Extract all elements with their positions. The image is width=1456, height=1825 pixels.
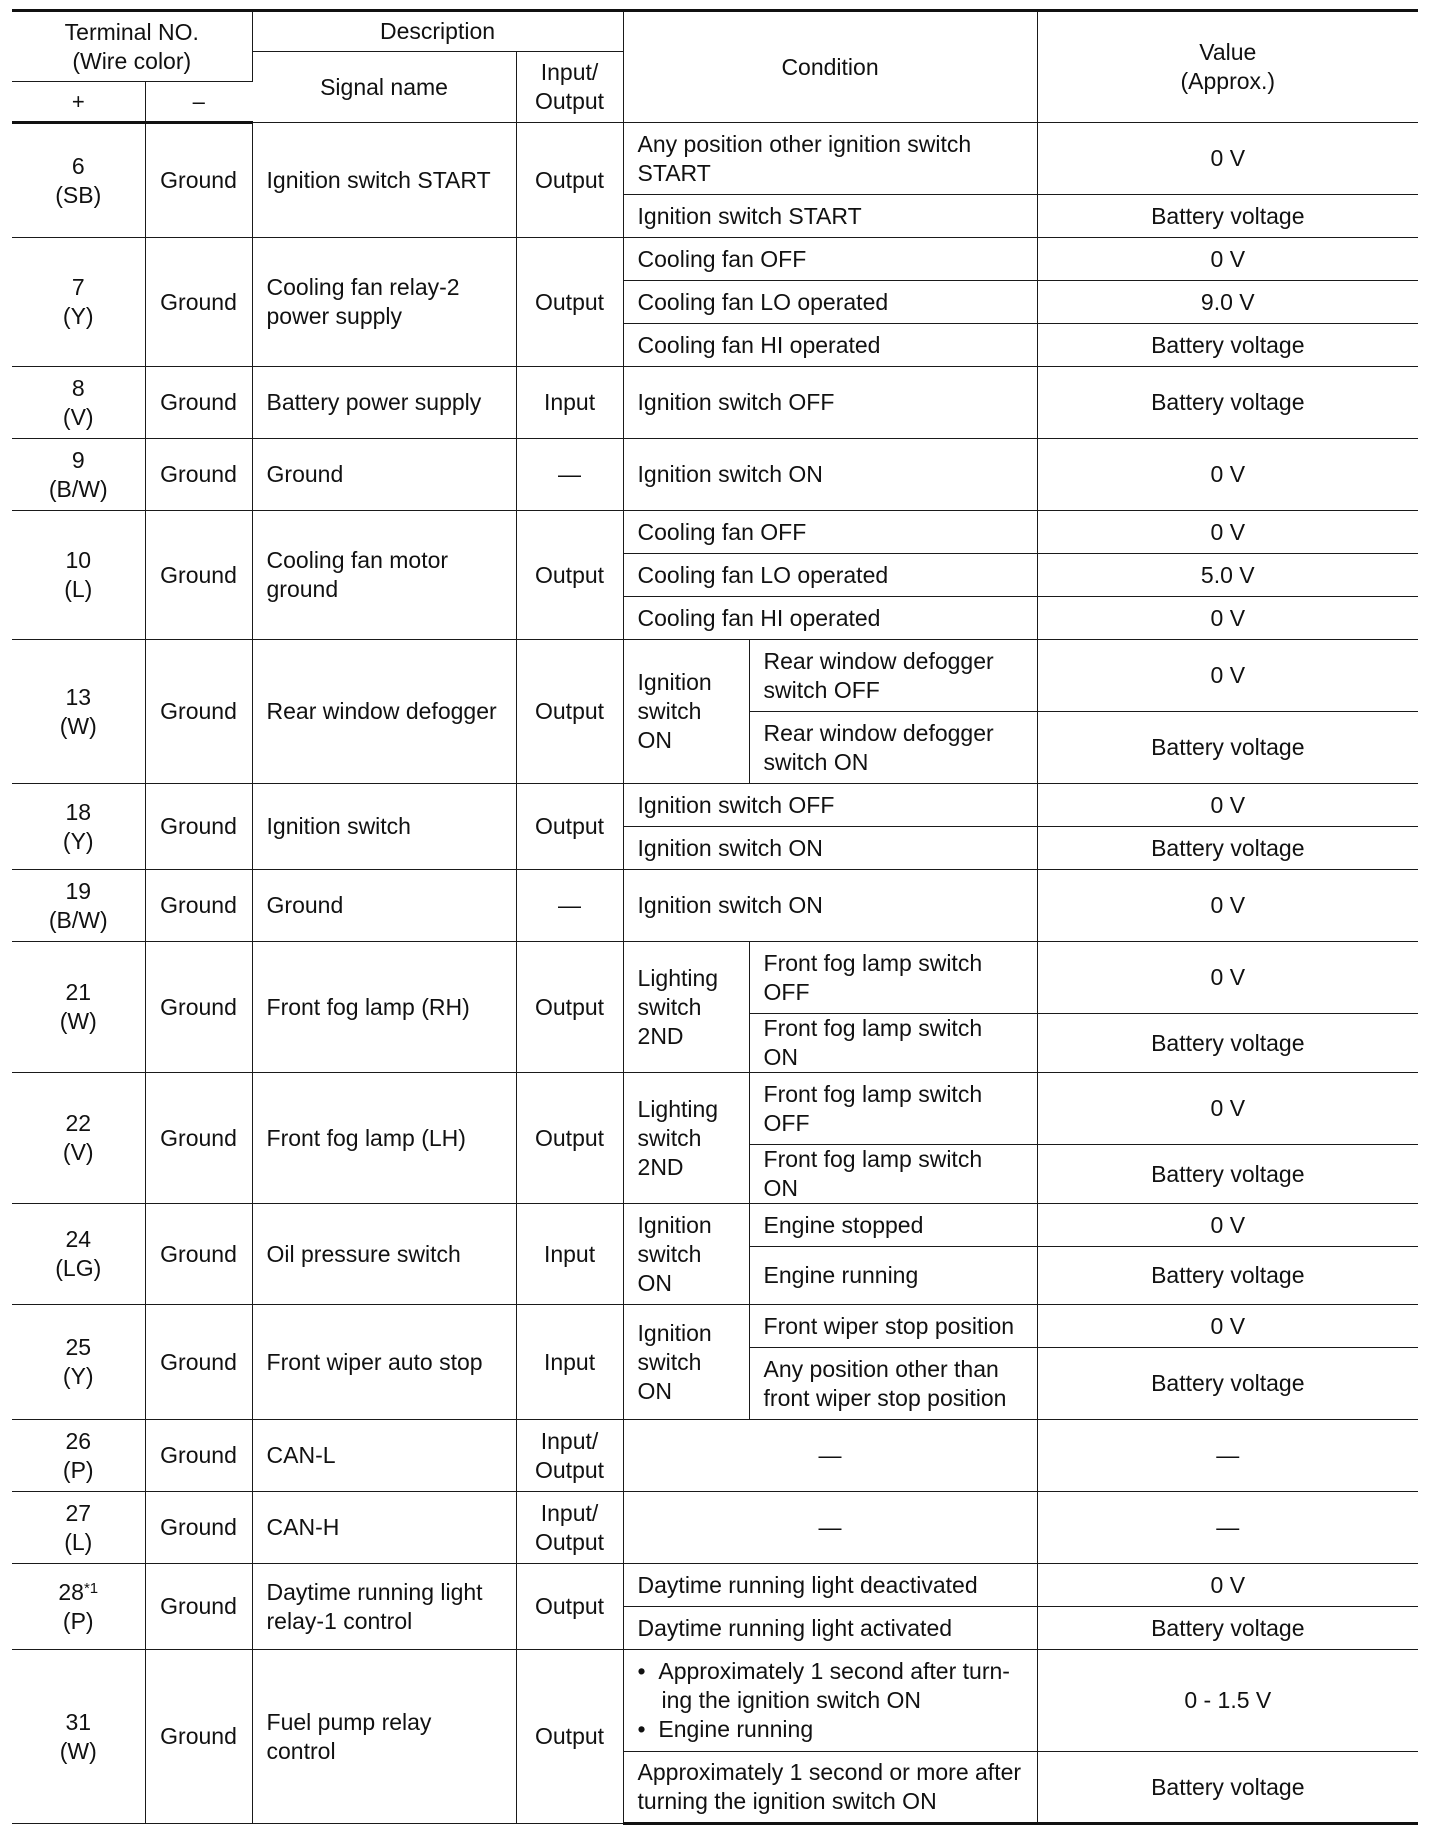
signal-name-cell [252, 1204, 516, 1305]
bullet-text: Approximately 1 second after turn- [658, 1658, 1010, 1684]
condition-line: turning the ignition switch ON [637, 1788, 937, 1814]
terminal-number: 31 [65, 1708, 92, 1735]
condition-cell: Cooling fan LO operated [623, 281, 1037, 324]
value-header-line1: Value [1199, 39, 1257, 65]
io-header-line1: Input/ [540, 59, 599, 85]
signal-name-cell [252, 1650, 516, 1824]
bullet-icon: • [637, 1716, 646, 1742]
footnote-marker: *1 [83, 1579, 99, 1597]
signal-name-cell [252, 942, 516, 1073]
terminal-number: 9 [71, 446, 85, 473]
table-row [12, 870, 1418, 942]
table-row [12, 1650, 1418, 1752]
condition-cell: Cooling fan HI operated [623, 324, 1037, 367]
condition-group-line: switch [637, 1348, 702, 1375]
condition-group-cell [623, 640, 749, 784]
signal-name-line: Rear window defogger [266, 698, 497, 724]
condition-cell: Ignition switch OFF [623, 367, 1037, 439]
terminal-cell [12, 238, 145, 367]
condition-group-line: ON [637, 1377, 673, 1404]
condition-group-line: switch [637, 1124, 702, 1151]
table-row [12, 942, 1418, 1014]
value-cell: Battery voltage [1037, 367, 1418, 439]
sub-condition-line: Any position other than [763, 1355, 999, 1382]
value-cell: 0 V [1037, 942, 1418, 1014]
bullet-text: Engine running [658, 1716, 814, 1742]
wire-color: (L) [64, 1528, 93, 1555]
wire-color: (B/W) [48, 906, 108, 933]
signal-name-line: Front fog lamp (LH) [266, 1124, 466, 1151]
condition-group-cell [623, 1305, 749, 1420]
terminal-no-header-line1: Terminal NO. [64, 18, 199, 45]
condition-cell: Daytime running light activated [623, 1607, 1037, 1650]
value-cell: 0 V [1037, 1564, 1418, 1607]
terminal-cell [12, 870, 145, 942]
condition-group-line: Ignition [637, 1319, 712, 1346]
sub-condition-cell: Engine stopped [749, 1204, 1037, 1247]
ground-cell: Ground [145, 511, 252, 640]
terminal-no-header [12, 11, 252, 82]
terminal-cell [12, 1073, 145, 1204]
value-cell: 0 V [1037, 597, 1418, 640]
signal-name-line: Front fog lamp (RH) [266, 993, 470, 1020]
ground-cell: Ground [145, 942, 252, 1073]
terminal-no-header-line2: (Wire color) [72, 47, 192, 74]
condition-group-line: switch [637, 993, 702, 1020]
table-row [12, 123, 1418, 195]
terminal-number: 8 [71, 374, 85, 401]
table-row [12, 439, 1418, 511]
io-cell: Input [516, 1305, 623, 1420]
terminal-number-line [26, 1578, 131, 1607]
table-row [12, 784, 1418, 827]
ground-cell: Ground [145, 123, 252, 238]
io-cell: Output [516, 640, 623, 784]
condition-cell [623, 1650, 1037, 1752]
io-line: Input/ [540, 1499, 599, 1526]
condition-line: Any position other ignition switch [637, 130, 972, 157]
io-cell: Output [516, 1650, 623, 1824]
table-row [12, 640, 1418, 712]
value-cell: Battery voltage [1037, 712, 1418, 784]
value-cell: 0 V [1037, 439, 1418, 511]
condition-cell [623, 1752, 1037, 1824]
wire-color: (W) [59, 1737, 97, 1764]
sub-condition-cell [749, 942, 1037, 1014]
signal-name-line: CAN-L [266, 1442, 336, 1468]
signal-name-line: Daytime running light [266, 1578, 483, 1605]
wire-color: (P) [62, 1607, 94, 1634]
value-cell: 0 V [1037, 238, 1418, 281]
io-header-line2: Output [535, 88, 605, 114]
io-cell: Output [516, 1564, 623, 1650]
terminal-cell [12, 1204, 145, 1305]
condition-cell: Cooling fan OFF [623, 238, 1037, 281]
terminal-number: 26 [65, 1427, 92, 1454]
io-cell: Output [516, 511, 623, 640]
terminal-cell [12, 367, 145, 439]
sub-condition-line: OFF [763, 978, 810, 1005]
signal-name-line: Fuel pump relay control [266, 1708, 432, 1764]
ground-cell: Ground [145, 1420, 252, 1492]
ground-cell: Ground [145, 784, 252, 870]
terminal-number: 13 [65, 683, 92, 710]
condition-group-line: ON [637, 727, 673, 753]
terminal-cell [12, 942, 145, 1073]
ground-cell: Ground [145, 1204, 252, 1305]
wire-color: (Y) [62, 827, 94, 854]
io-line: Input/ [540, 1427, 599, 1454]
table-row [12, 1073, 1418, 1145]
wire-color: (SB) [55, 181, 102, 208]
sub-condition-line: Rear window defogger [763, 647, 994, 674]
terminal-number: 22 [65, 1110, 92, 1136]
terminal-cell [12, 1564, 145, 1650]
signal-name-line: CAN-H [266, 1514, 340, 1540]
terminal-number: 25 [65, 1334, 92, 1360]
ground-cell: Ground [145, 439, 252, 511]
bullet-icon: • [637, 1658, 646, 1684]
table-row [12, 1492, 1418, 1564]
minus-header: – [145, 82, 252, 123]
condition-group-line: Ignition [637, 669, 712, 695]
sub-condition-cell [749, 712, 1037, 784]
table-row [12, 238, 1418, 281]
ground-cell: Ground [145, 1073, 252, 1204]
wire-color: (W) [59, 1008, 97, 1034]
value-cell: 9.0 V [1037, 281, 1418, 324]
terminal-table [12, 9, 1418, 1825]
signal-name-cell [252, 1492, 516, 1564]
sub-condition-line: Front fog lamp switch [763, 1080, 983, 1107]
table-row [12, 1564, 1418, 1607]
value-cell: — [1037, 1492, 1418, 1564]
io-header [516, 52, 623, 123]
condition-group-cell [623, 1204, 749, 1305]
table-row [12, 1420, 1418, 1492]
terminal-cell [12, 1305, 145, 1420]
plus-header: + [12, 82, 145, 123]
table-body [12, 123, 1418, 1824]
condition-cell: Daytime running light deactivated [623, 1564, 1037, 1607]
io-cell: Output [516, 784, 623, 870]
value-cell: 0 V [1037, 1305, 1418, 1348]
condition-cell: Ignition switch START [623, 195, 1037, 238]
terminal-cell [12, 511, 145, 640]
signal-name-line: Ignition switch START [266, 166, 491, 193]
condition-cell: Ignition switch ON [623, 870, 1037, 942]
value-cell: Battery voltage [1037, 1752, 1418, 1824]
terminal-number: 10 [65, 547, 92, 573]
signal-name-cell [252, 640, 516, 784]
value-cell: Battery voltage [1037, 1607, 1418, 1650]
condition-group-cell [623, 942, 749, 1073]
sub-condition-line: front wiper stop position [763, 1384, 1007, 1411]
wire-color: (LG) [55, 1255, 102, 1281]
value-cell: 0 V [1037, 784, 1418, 827]
signal-name-line: power supply [266, 303, 403, 329]
terminal-cell [12, 1650, 145, 1824]
value-cell: 0 V [1037, 640, 1418, 712]
wire-color: (Y) [62, 303, 94, 329]
terminal-cell [12, 784, 145, 870]
value-cell: 5.0 V [1037, 554, 1418, 597]
terminal-number: 7 [71, 274, 85, 300]
io-cell: — [516, 870, 623, 942]
ground-cell: Ground [145, 367, 252, 439]
io-cell: — [516, 439, 623, 511]
io-cell: Input [516, 1204, 623, 1305]
signal-name-cell [252, 367, 516, 439]
io-cell [516, 1420, 623, 1492]
terminal-number: 27 [65, 1499, 92, 1526]
signal-name-line: Oil pressure switch [266, 1240, 461, 1267]
signal-name-line: Battery power supply [266, 389, 482, 415]
wire-color: (P) [62, 1456, 94, 1483]
bullet-continuation: ing the ignition switch ON [661, 1687, 922, 1713]
table-row [12, 1204, 1418, 1247]
value-cell: Battery voltage [1037, 827, 1418, 870]
condition-line: START [637, 159, 711, 186]
sub-condition-line: switch ON [763, 748, 869, 775]
signal-name-cell [252, 1073, 516, 1204]
sub-condition-cell [749, 1073, 1037, 1145]
io-line: Output [535, 1456, 605, 1483]
signal-name-cell [252, 511, 516, 640]
value-cell: 0 V [1037, 123, 1418, 195]
wire-color: (V) [62, 1139, 94, 1165]
condition-group-line: 2ND [637, 1153, 684, 1180]
terminal-number: 21 [65, 979, 92, 1005]
ground-cell: Ground [145, 1650, 252, 1824]
sub-condition-cell [749, 640, 1037, 712]
condition-cell: Cooling fan LO operated [623, 554, 1037, 597]
sub-condition-line: OFF [763, 1109, 810, 1136]
value-cell: Battery voltage [1037, 1247, 1418, 1305]
condition-group-line: switch [637, 698, 702, 724]
signal-name-cell [252, 1420, 516, 1492]
value-cell: Battery voltage [1037, 1348, 1418, 1420]
signal-name-line: relay-1 control [266, 1607, 413, 1634]
signal-name-cell [252, 1564, 516, 1650]
condition-group-line: 2ND [637, 1022, 684, 1049]
sub-condition-line: Rear window defogger [763, 719, 994, 746]
terminal-number: 6 [71, 152, 85, 179]
signal-name-cell [252, 870, 516, 942]
value-cell: Battery voltage [1037, 324, 1418, 367]
value-cell: Battery voltage [1037, 195, 1418, 238]
signal-name-cell [252, 784, 516, 870]
signal-name-line: Cooling fan relay-2 [266, 274, 460, 300]
terminal-number: 18 [65, 798, 92, 825]
condition-group-line: Lighting [637, 1095, 719, 1122]
terminal-cell [12, 1420, 145, 1492]
io-cell [516, 1492, 623, 1564]
signal-name-cell [252, 123, 516, 238]
value-cell: 0 V [1037, 511, 1418, 554]
sub-condition-cell: Front fog lamp switch ON [749, 1145, 1037, 1204]
value-cell: 0 V [1037, 1073, 1418, 1145]
value-cell: Battery voltage [1037, 1014, 1418, 1073]
terminal-number: 24 [65, 1226, 92, 1252]
value-cell: 0 V [1037, 870, 1418, 942]
condition-cell [623, 123, 1037, 195]
condition-cell: Ignition switch ON [623, 439, 1037, 511]
condition-group-line: Lighting [637, 964, 719, 991]
signal-name-cell [252, 238, 516, 367]
table-row [12, 367, 1418, 439]
condition-cell: Cooling fan OFF [623, 511, 1037, 554]
io-cell: Input [516, 367, 623, 439]
value-cell: Battery voltage [1037, 1145, 1418, 1204]
signal-name-line: Ground [266, 461, 344, 487]
bullet-item [638, 1715, 1023, 1744]
condition-cell: Ignition switch OFF [623, 784, 1037, 827]
signal-name-cell [252, 439, 516, 511]
condition-header: Condition [623, 11, 1037, 123]
ground-cell: Ground [145, 640, 252, 784]
terminal-cell [12, 1492, 145, 1564]
terminal-number: 28 [58, 1578, 84, 1605]
signal-name-line: ground [266, 576, 339, 602]
wire-color: (L) [64, 576, 93, 602]
signal-name-header: Signal name [252, 52, 516, 123]
table-row [12, 1305, 1418, 1348]
condition-group-line: ON [637, 1269, 673, 1296]
table-row [12, 511, 1418, 554]
condition-cell: — [623, 1420, 1037, 1492]
ground-cell: Ground [145, 870, 252, 942]
io-cell: Output [516, 942, 623, 1073]
signal-name-line: Ground [266, 892, 344, 918]
sub-condition-cell [749, 1348, 1037, 1420]
value-cell: 0 - 1.5 V [1037, 1650, 1418, 1752]
table-header [12, 11, 1418, 123]
condition-group-line: switch [637, 1240, 702, 1267]
io-line: Output [535, 1528, 605, 1555]
sub-condition-line: switch OFF [763, 676, 880, 703]
value-cell: 0 V [1037, 1204, 1418, 1247]
sub-condition-cell: Engine running [749, 1247, 1037, 1305]
ground-cell: Ground [145, 1564, 252, 1650]
wire-color: (Y) [62, 1363, 94, 1389]
bullet-item [638, 1657, 1023, 1686]
io-cell: Output [516, 1073, 623, 1204]
sub-condition-line: Front fog lamp switch [763, 949, 983, 976]
condition-cell: Ignition switch ON [623, 827, 1037, 870]
signal-name-line: Ignition switch [266, 813, 411, 839]
condition-group-line: Ignition [637, 1211, 712, 1238]
terminal-cell [12, 123, 145, 238]
wire-color: (W) [59, 712, 97, 739]
ground-cell: Ground [145, 238, 252, 367]
sub-condition-cell: Front fog lamp switch ON [749, 1014, 1037, 1073]
condition-cell: Cooling fan HI operated [623, 597, 1037, 640]
condition-group-cell [623, 1073, 749, 1204]
description-header: Description [252, 11, 623, 52]
terminal-cell [12, 439, 145, 511]
wire-color: (B/W) [48, 475, 108, 502]
signal-name-line: Front wiper auto stop [266, 1348, 483, 1375]
value-header-line2: (Approx.) [1180, 68, 1276, 94]
signal-name-line: Cooling fan motor [266, 547, 449, 573]
sub-condition-cell: Front wiper stop position [749, 1305, 1037, 1348]
condition-line: Approximately 1 second or more after [637, 1759, 1022, 1785]
terminal-cell [12, 640, 145, 784]
ground-cell: Ground [145, 1305, 252, 1420]
wire-color: (V) [62, 403, 94, 430]
condition-cell: — [623, 1492, 1037, 1564]
io-cell: Output [516, 123, 623, 238]
signal-name-cell [252, 1305, 516, 1420]
ground-cell: Ground [145, 1492, 252, 1564]
value-cell: — [1037, 1420, 1418, 1492]
value-header [1037, 11, 1418, 123]
terminal-number: 19 [65, 877, 92, 904]
io-cell: Output [516, 238, 623, 367]
